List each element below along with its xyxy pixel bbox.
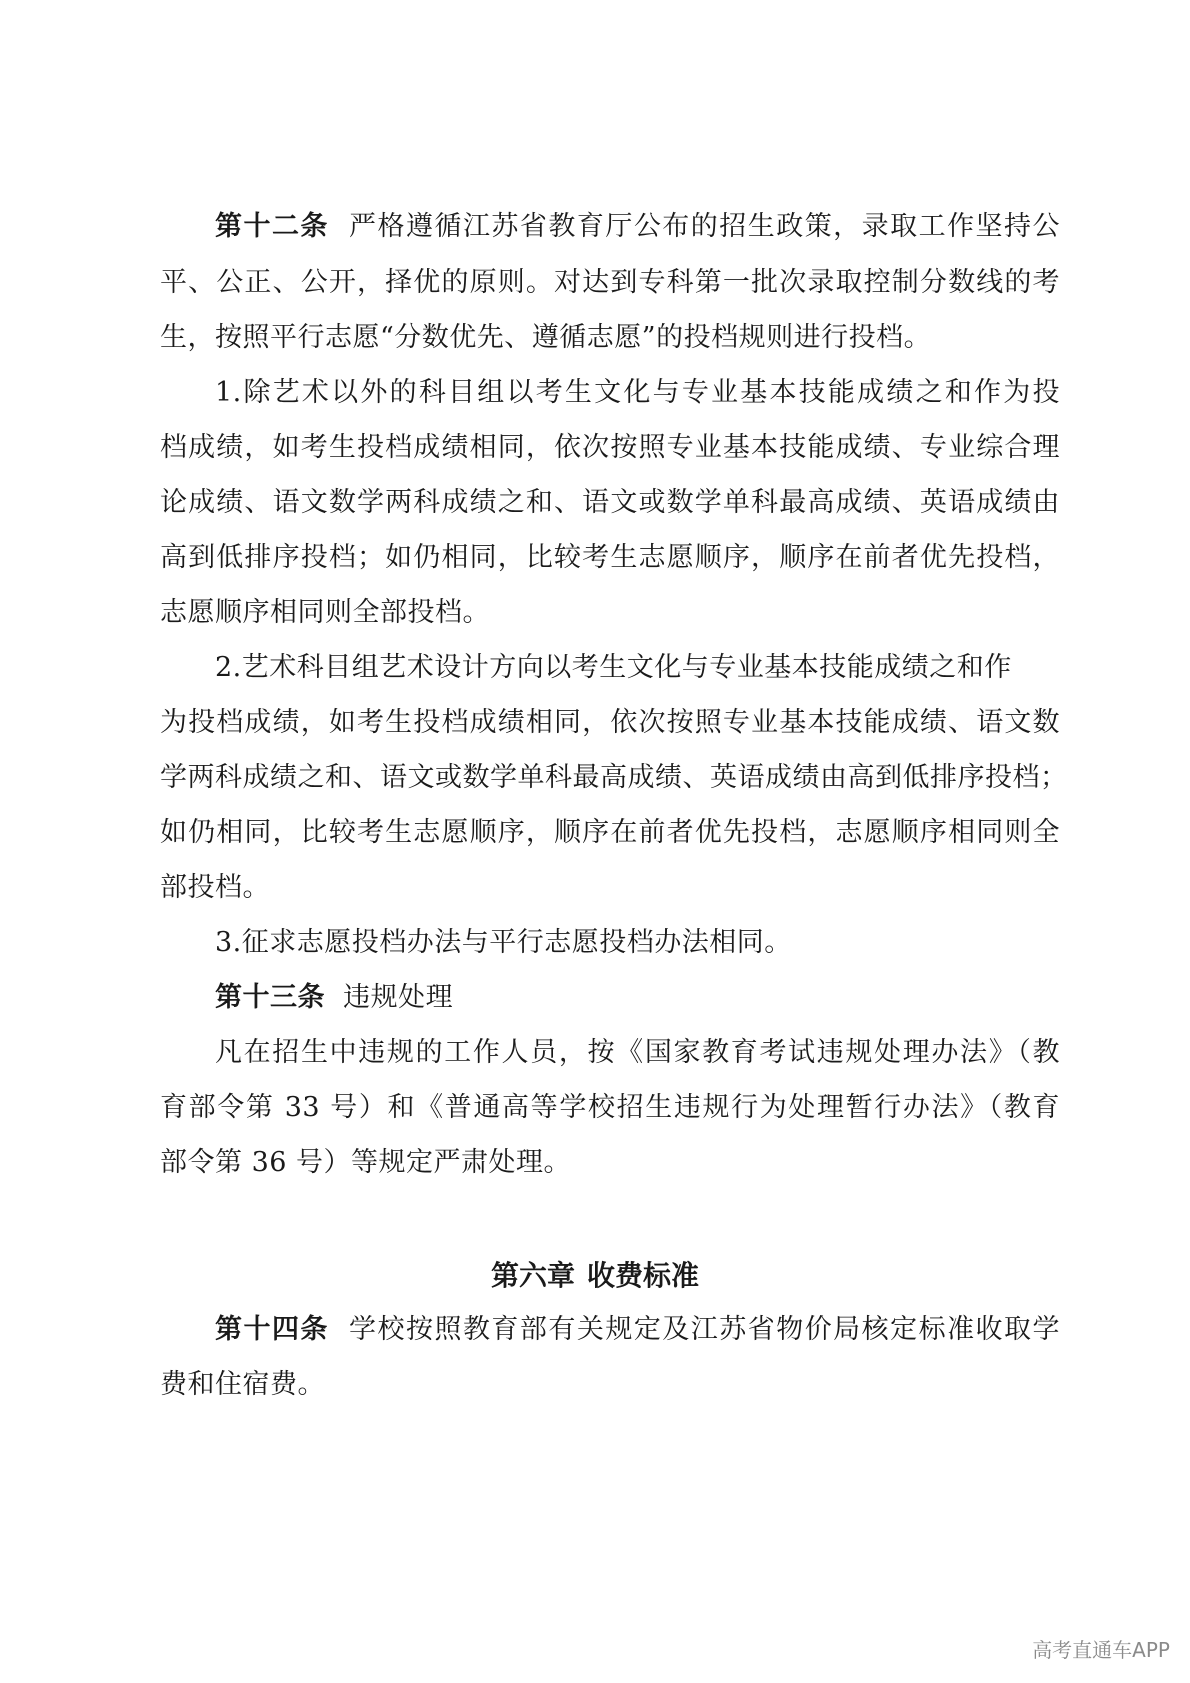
item2-line4: 如仍相同，比较考生志愿顺序，顺序在前者优先投档，志愿顺序相同则全 xyxy=(160,817,1060,848)
article13-title: 第十三条 xyxy=(215,982,325,1013)
chapter-heading xyxy=(0,1258,1190,1294)
article14-text: 学校按照教育部有关规定及江苏省物价局核定标准收取学 xyxy=(349,1314,1061,1345)
article12-line3: 生，按照平行志愿“分数优先、遵循志愿”的投档规则进行投档。 xyxy=(160,322,932,353)
item1-line3: 论成绩、语文数学两科成绩之和、语文或数学单科最高成绩、英语成绩由 xyxy=(160,487,1060,518)
article13-subtitle: 违规处理 xyxy=(343,982,454,1013)
article14-line1 xyxy=(215,1313,1060,1347)
item2-line3: 学两科成绩之和、语文或数学单科最高成绩、英语成绩由高到低排序投档； xyxy=(160,762,1068,793)
article12-title: 第十二条 xyxy=(215,211,329,242)
article13-line3: 部令第 36 号）等规定严肃处理。 xyxy=(160,1147,572,1178)
article12-line1 xyxy=(215,210,1060,244)
article14-line2: 费和住宿费。 xyxy=(160,1369,325,1400)
article13-heading xyxy=(215,981,1060,1015)
chapter-title: 收费标准 xyxy=(587,1259,700,1292)
item2-line5: 部投档。 xyxy=(160,872,270,903)
item2-line2: 为投档成绩，如考生投档成绩相同，依次按照专业基本技能成绩、语文数 xyxy=(160,707,1060,738)
item1-line2: 档成绩，如考生投档成绩相同，依次按照专业基本技能成绩、专业综合理 xyxy=(160,432,1060,463)
watermark-text: 高考直通车APP xyxy=(1032,1638,1170,1662)
item1-line1: 1.除艺术以外的科目组以考生文化与专业基本技能成绩之和作为投 xyxy=(215,377,1060,408)
article13-line1: 凡在招生中违规的工作人员，按《国家教育考试违规处理办法》（教 xyxy=(215,1037,1060,1068)
article13-line2: 育部令第 33 号）和《普通高等学校招生违规行为处理暂行办法》（教育 xyxy=(160,1092,1060,1123)
article14-title: 第十四条 xyxy=(215,1314,329,1345)
item2-line1: 2.艺术科目组艺术设计方向以考生文化与专业基本技能成绩之和作 xyxy=(215,652,1012,683)
chapter-number: 第六章 xyxy=(490,1259,575,1292)
item3-line: 3.征求志愿投档办法与平行志愿投档办法相同。 xyxy=(215,927,792,958)
item1-line5: 志愿顺序相同则全部投档。 xyxy=(160,597,490,628)
article12-line2: 平、公正、公开，择优的原则。对达到专科第一批次录取控制分数线的考 xyxy=(160,267,1060,298)
item1-line4: 高到低排序投档；如仍相同，比较考生志愿顺序，顺序在前者优先投档， xyxy=(160,542,1060,573)
article12-text: 严格遵循江苏省教育厅公布的招生政策，录取工作坚持公 xyxy=(349,211,1061,242)
